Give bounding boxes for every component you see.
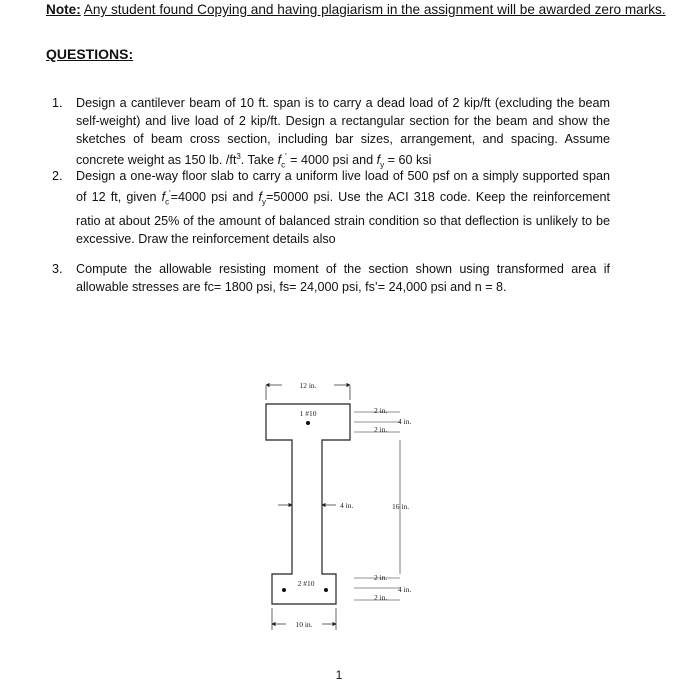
bottom-cover-1-label: 2 in.: [374, 573, 388, 582]
bottom-rebar: [282, 588, 286, 592]
top-cover-1-label: 2 in.: [374, 406, 388, 415]
section-outline: [266, 404, 350, 604]
bottom-bar-label: 2 #10: [297, 579, 315, 588]
web-width-label: 4 in.: [340, 501, 354, 510]
top-bar-label: 1 #10: [299, 409, 317, 418]
question-3: [52, 260, 610, 296]
question-2: [52, 167, 610, 248]
question-number: 3.: [52, 262, 63, 276]
bottom-rebar: [324, 588, 328, 592]
question-text: Design a one-way floor slab to carry a uniform live load of 500 psf on a simply supported span of 12 ft, given $f_c'=4000$ psi and $f_y=50000$ psi. Use the ACI 318 code. Keep the reinforcement ratio at about 25% of the amount of balanced strain condition so that deflection is unlikely to be excessive. Draw the reinforcement details also: [76, 169, 610, 246]
note-label: Note:: [46, 2, 81, 17]
question-text: Compute the allowable resisting moment of the section shown using transformed area if allowable stresses are fc= 1800 psi, fs= 24,000 psi, fs’= 24,000 psi and n = 8.: [76, 262, 610, 294]
question-1: [52, 94, 610, 175]
top-cover-2-label: 2 in.: [374, 425, 388, 434]
plagiarism-note: [46, 2, 666, 17]
top-depth-label: 4 in.: [398, 417, 412, 426]
top-rebar: [306, 421, 310, 425]
t-beam-section-figure: [250, 368, 430, 648]
bottom-cover-2-label: 2 in.: [374, 593, 388, 602]
section-drawing: [250, 368, 430, 648]
page-number: 1: [335, 668, 343, 682]
question-number: 2.: [52, 169, 63, 183]
question-number: 1.: [52, 96, 63, 110]
bottom-depth-label: 4 in.: [398, 585, 412, 594]
questions-heading: QUESTIONS:: [46, 46, 134, 62]
top-flange-width-label: 12 in.: [299, 381, 317, 390]
note-text: Any student found Copying and having plagiarism in the assignment will be awarded zero marks.: [83, 2, 666, 17]
web-height-label: 16 in.: [392, 502, 410, 511]
bottom-flange-width-label: 10 in.: [295, 620, 313, 629]
question-text: Design a cantilever beam of 10 ft. span is to carry a dead load of 2 kip/ft (excluding the beam self-weight) and live load of 2 kip/ft. Design a rectangular section for the beam and show the sketches of beam cross section, including bar sizes, arrangement, and spacing. Assume concrete weight as 150 lb. $/ft^3$. Take $f_c' = 4000$ psi and $f_y = 60$ ksi: [76, 96, 610, 170]
